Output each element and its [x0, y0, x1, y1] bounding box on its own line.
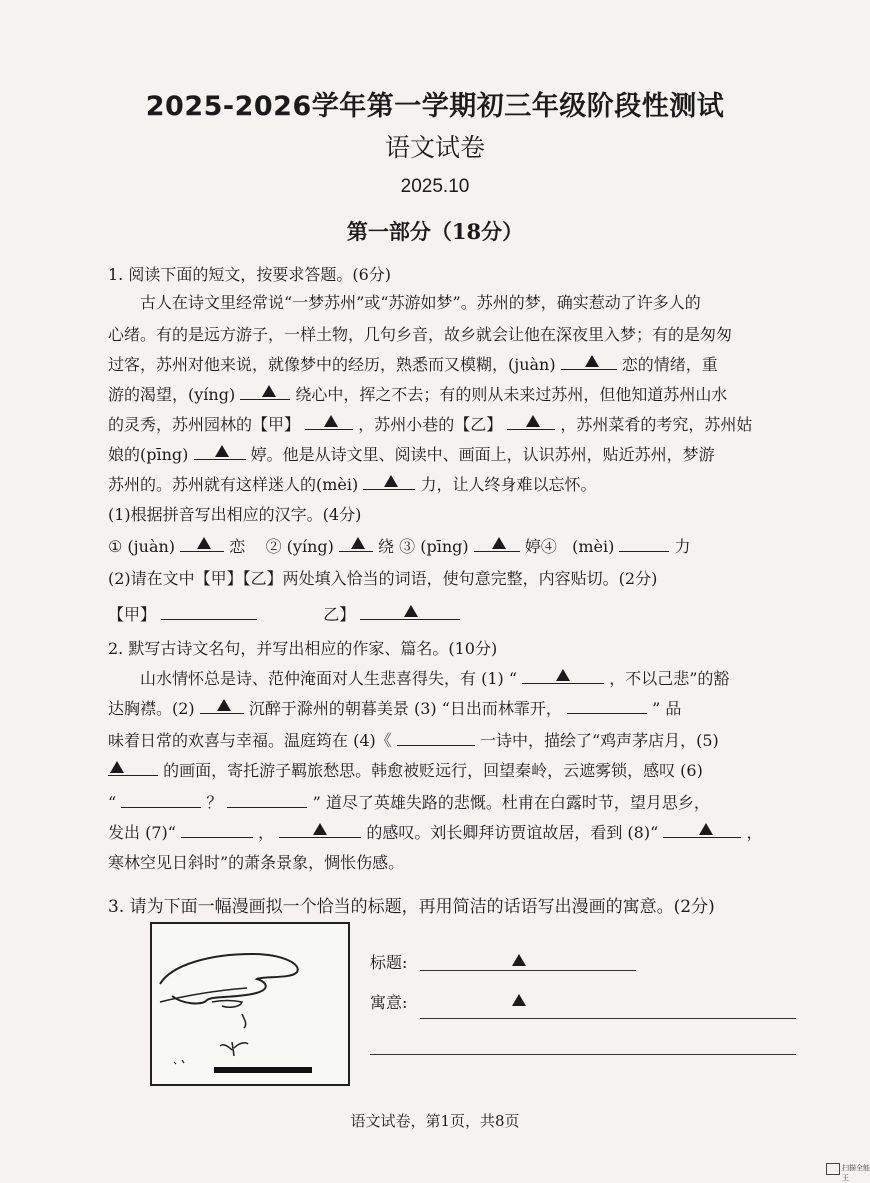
- q2-text: ，不以己悲”的豁: [609, 669, 730, 688]
- triangle-icon: [404, 605, 418, 617]
- q1-text: 恋的情绪，重: [621, 355, 718, 374]
- blank-yi[interactable]: [507, 413, 555, 430]
- q2-text: 一诗中，描绘了“鸡声茅店月，(5): [479, 731, 719, 750]
- blank-q2-5[interactable]: [108, 759, 158, 776]
- q1-sub1: (1)根据拼音写出相应的汉字。(4分): [108, 505, 362, 524]
- blank-q2-7a[interactable]: [181, 821, 253, 838]
- triangle-icon: [197, 537, 211, 549]
- q2-line-6: [108, 820, 762, 843]
- q2-text: ，: [746, 823, 763, 842]
- answer-jia[interactable]: [161, 603, 257, 620]
- q2-text: ？: [206, 793, 223, 812]
- cartoon-drawing: [152, 924, 348, 1084]
- triangle-icon: [215, 445, 229, 457]
- answer-ying[interactable]: [339, 535, 373, 552]
- q2-text: ，: [258, 823, 275, 842]
- answer-mei[interactable]: [619, 535, 669, 552]
- q1-text: 苏州的。苏州就有这样迷人的(mèi): [108, 475, 359, 494]
- triangle-icon: [384, 475, 398, 487]
- blank-jia[interactable]: [305, 413, 353, 430]
- triangle-icon: [313, 823, 327, 835]
- page-footer: 语文试卷，第1页，共8页: [350, 1112, 520, 1130]
- meaning-label: 寓意:: [370, 993, 408, 1012]
- blank-q2-2[interactable]: [200, 697, 244, 714]
- q1-text: 过客，苏州对他来说，就像梦中的经历，熟悉而又模糊，(juàn): [108, 355, 556, 374]
- item-label: 力: [674, 537, 691, 556]
- q2-stem: 2. 默写古诗文名句，并写出相应的作家、篇名。(10分): [108, 639, 498, 658]
- q2-text: 达胸襟。(2): [108, 699, 195, 718]
- q2-text: 发出 (7)“: [108, 823, 176, 842]
- q1-line-6: [108, 442, 715, 465]
- scanner-stamp: 扫描全能王: [842, 1164, 870, 1182]
- triangle-icon: [110, 761, 124, 773]
- item-label: 绕: [378, 537, 395, 556]
- q2-line-4: [108, 758, 703, 781]
- blank-q2-6b[interactable]: [227, 791, 307, 808]
- cartoon-image: [150, 922, 350, 1086]
- answer-ping[interactable]: [474, 535, 520, 552]
- q1-text: ，苏州菜肴的考究，苏州姑: [560, 415, 753, 434]
- blank-juan[interactable]: [561, 353, 617, 370]
- q2-text: 山水情怀总是诗、范仲淹面对人生悲喜得失，有 (1) “: [140, 669, 518, 688]
- blank-q2-4[interactable]: [397, 729, 475, 746]
- q1-text: ，苏州小巷的【乙】: [358, 415, 503, 434]
- q1-text: 的灵秀，苏州园林的【甲】: [108, 415, 301, 434]
- q2-text: “: [108, 793, 117, 812]
- q2-text: ” 道尽了英雄失路的悲慨。杜甫在白露时节，望月思乡，: [312, 793, 710, 812]
- exam-subject: 语文试卷: [384, 133, 485, 162]
- q2-line-2: [108, 696, 681, 719]
- triangle-icon: [556, 669, 570, 681]
- blank-q2-7b[interactable]: [279, 821, 361, 838]
- part-heading: 第一部分（18分）: [346, 219, 524, 244]
- q1-text: 力，让人终身难以忘怀。: [420, 475, 597, 494]
- q1-text: 绕心中，挥之不去；有的则从未来过苏州，但他知道苏州山水: [295, 385, 728, 404]
- q1-text: 娘的(pīng): [108, 445, 189, 464]
- item-label: ③ (pīng): [399, 537, 469, 556]
- blank-mei[interactable]: [363, 473, 415, 490]
- blank-ying[interactable]: [240, 383, 290, 400]
- answer-yi[interactable]: [360, 603, 460, 620]
- triangle-icon: [699, 823, 713, 835]
- q2-text: ” 品: [652, 699, 682, 718]
- q3-stem: 3. 请为下面一幅漫画拟一个恰当的标题，再用简洁的话语写出漫画的寓意。(2分): [108, 897, 715, 917]
- triangle-icon: [492, 537, 506, 549]
- qr-code-icon: [826, 1163, 840, 1175]
- triangle-icon: [217, 699, 231, 711]
- blank-ping[interactable]: [194, 443, 246, 460]
- q1-line-4: [108, 382, 727, 405]
- item-label: 恋: [229, 537, 246, 556]
- q1-line-7: [108, 472, 596, 495]
- q2-line-7: 寒林空见日斜时”的萧条景象，惆怅伤感。: [108, 853, 405, 872]
- q2-line-5: [108, 790, 710, 813]
- q2-line-3: [108, 728, 719, 751]
- q2-text: 沉醉于滁州的朝暮美景 (3) “日出而林霏开，: [248, 699, 562, 718]
- exam-title: 2025-2026学年第一学期初三年级阶段性测试: [145, 91, 725, 122]
- triangle-icon: [512, 994, 526, 1006]
- jia-label: 【甲】: [108, 605, 157, 624]
- triangle-icon: [262, 385, 276, 397]
- q1-text: 婷。他是从诗文里、阅读中、画面上，认识苏州，贴近苏州，梦游: [250, 445, 715, 464]
- blank-q2-6a[interactable]: [121, 791, 201, 808]
- item-label: ② (yíng): [265, 537, 334, 556]
- meaning-answer-line-1[interactable]: [420, 1018, 796, 1019]
- q2-text: 的感叹。刘长卿拜访贾谊故居，看到 (8)“: [366, 823, 659, 842]
- q1-line-5: [108, 412, 752, 435]
- q1-sub2-answers: [108, 602, 460, 625]
- q1-stem: 1. 阅读下面的短文，按要求答题。(6分): [108, 265, 392, 284]
- blank-q2-3[interactable]: [567, 697, 647, 714]
- item-label: ① (juàn): [108, 537, 176, 556]
- q1-sub2: (2)请在文中【甲】【乙】两处填入恰当的词语，使句意完整，内容贴切。(2分): [108, 569, 658, 588]
- triangle-icon: [351, 537, 365, 549]
- meaning-answer-line-2[interactable]: [370, 1054, 796, 1055]
- blank-q2-1[interactable]: [522, 667, 604, 684]
- q2-text: 味着日常的欢喜与幸福。温庭筠在 (4)《: [108, 731, 392, 750]
- title-label: 标题:: [370, 953, 408, 972]
- item-label: (mèi): [572, 537, 615, 556]
- q1-line-2: 心绪。有的是远方游子，一样土物，几句乡音，故乡就会让他在深夜里入梦；有的是匆匆: [108, 325, 733, 344]
- q1-line-3: [108, 352, 718, 375]
- q1-text: 游的渴望，(yíng): [108, 385, 236, 404]
- q1-line-1: 古人在诗文里经常说“一梦苏州”或“苏游如梦”。苏州的梦，确实惹动了许多人的: [140, 293, 701, 312]
- answer-juan[interactable]: [180, 535, 224, 552]
- triangle-icon: [512, 954, 526, 966]
- blank-q2-8[interactable]: [663, 821, 741, 838]
- triangle-icon: [585, 355, 599, 367]
- yi-label: 乙】: [323, 605, 356, 624]
- triangle-icon: [526, 415, 540, 427]
- q2-line-1: [140, 666, 729, 689]
- q2-text: 的画面，寄托游子羁旅愁思。韩愈被贬远行，回望秦岭，云遮雾锁，感叹 (6): [163, 761, 703, 780]
- item-label: 婷④: [524, 537, 557, 556]
- exam-date: 2025.10: [400, 176, 470, 197]
- triangle-icon: [324, 415, 338, 427]
- q1-sub1-answers: [108, 534, 691, 557]
- title-answer-line[interactable]: [420, 970, 636, 971]
